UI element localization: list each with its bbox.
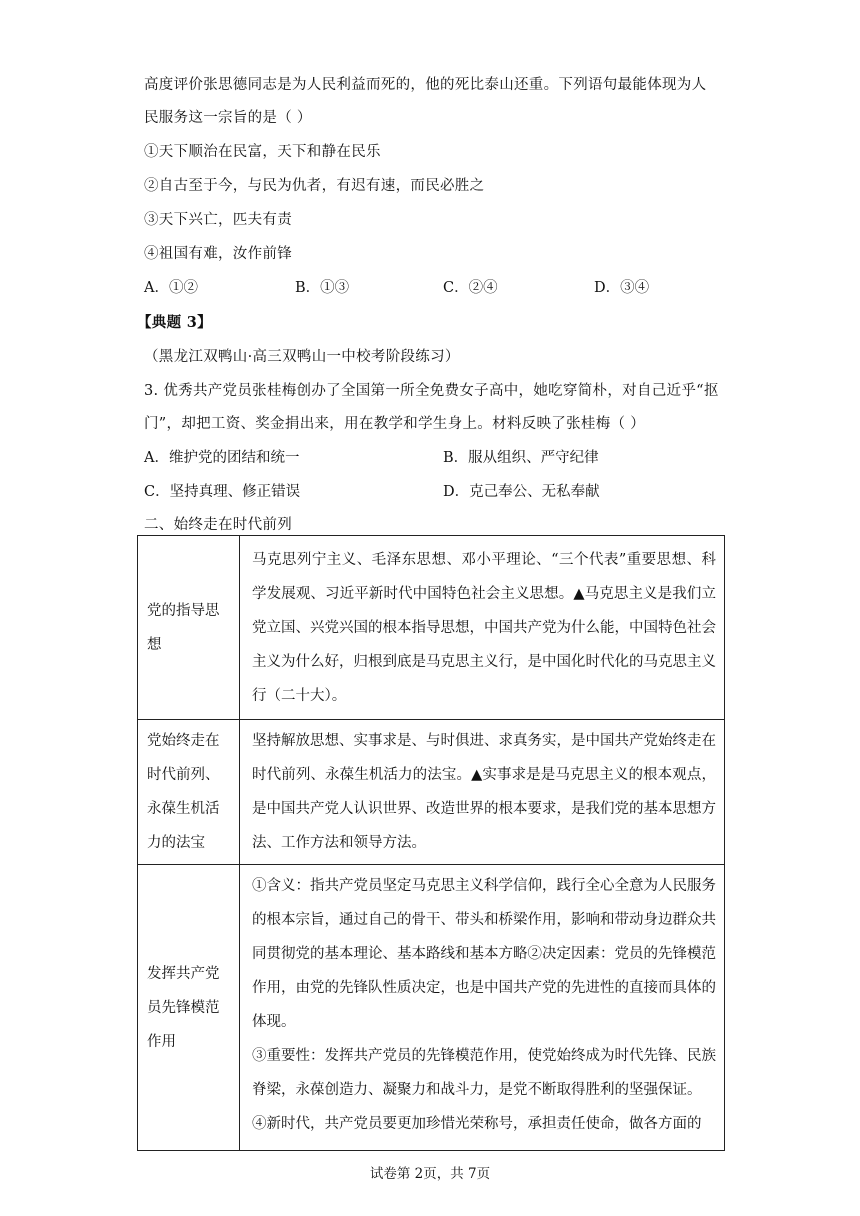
q3-line-2: 门”，却把工资、奖金捐出来，用在教学和学生身上。材料反映了张桂梅（ ）	[144, 416, 646, 432]
row-content: ①含义：指共产党员坚定马克思主义科学信仰，践行全心全意为人民服务的根本宗旨，通过自己的骨干、带头和桥梁作用，影响和带动身边群众共同贯彻党的基本理论、基本路线和基本方略②决定因素：党员的先锋模范作用，由党的先锋队性质决定，也是中国共产党的先进性的直接而具体的体现。 ③重要性：发挥共产党员的先锋模范作用，使党始终成为时代先锋、民族脊梁，永葆创造力、凝聚力和战斗力，是党不断取得胜利的坚强保证。 ④新时代，共产党员要更加珍惜光荣称号，承担责任使命，做各方面的	[240, 865, 725, 1151]
q2-option-b: B．①③	[295, 280, 350, 296]
knowledge-table	[137, 535, 725, 1151]
section-title: 二、始终走在时代前列	[144, 517, 292, 533]
row-content: 坚持解放思想、实事求是、与时俱进、求真务实，是中国共产党始终走在时代前列、永葆生机活力的法宝。▲实事求是是马克思主义的根本观点，是中国共产党人认识世界、改造世界的根本要求，是我们党的基本思想方法、工作方法和领导方法。	[240, 720, 725, 865]
q3-option-c: C．坚持真理、修正错误	[144, 484, 301, 500]
q3-option-b: B．服从组织、严守纪律	[443, 450, 599, 466]
q3-option-a: A．维护党的团结和统一	[144, 450, 300, 466]
q2-option-d: D．③④	[594, 280, 650, 296]
table-row	[138, 536, 725, 720]
row-label: 党的指导思想	[138, 536, 240, 720]
q2-item-4: ④祖国有难，汝作前锋	[144, 246, 292, 262]
table-row	[138, 720, 725, 865]
intro-line-2: 民服务这一宗旨的是（ ）	[144, 110, 312, 126]
row-label: 党始终走在时代前列、永葆生机活力的法宝	[138, 720, 240, 865]
row-label: 发挥共产党员先锋模范作用	[138, 865, 240, 1151]
q3-option-d: D．克己奉公、无私奉献	[443, 484, 600, 500]
q2-item-2: ②自古至于今，与民为仇者，有迟有速，而民必胜之	[144, 178, 485, 194]
q2-option-a: A．①②	[144, 280, 198, 296]
intro-line-1: 高度评价张思德同志是为人民利益而死的，他的死比泰山还重。下列语句最能体现为人	[144, 77, 707, 93]
page-footer: 试卷第 2页，共 7页	[369, 1166, 491, 1182]
row-content: 马克思列宁主义、毛泽东思想、邓小平理论、“三个代表”重要思想、科学发展观、习近平新时代中国特色社会主义思想。▲马克思主义是我们立党立国、兴党兴国的根本指导思想，中国共产党为什么能，中国特色社会主义为什么好，归根到底是马克思主义行，是中国化时代化的马克思主义行（二十大）。	[240, 536, 725, 720]
table-row	[138, 865, 725, 1151]
q2-item-3: ③天下兴亡，匹夫有责	[144, 212, 292, 228]
example-source: （黑龙江双鸭山·高三双鸭山一中校考阶段练习）	[144, 349, 460, 365]
q3-line-1: 3. 优秀共产党员张桂梅创办了全国第一所全免费女子高中，她吃穿简朴，对自己近乎“抠	[144, 383, 719, 399]
q2-option-c: C．②④	[443, 280, 498, 296]
q2-item-1: ①天下顺治在民富，天下和静在民乐	[144, 144, 381, 160]
example-title: 【典题 3】	[137, 314, 212, 331]
